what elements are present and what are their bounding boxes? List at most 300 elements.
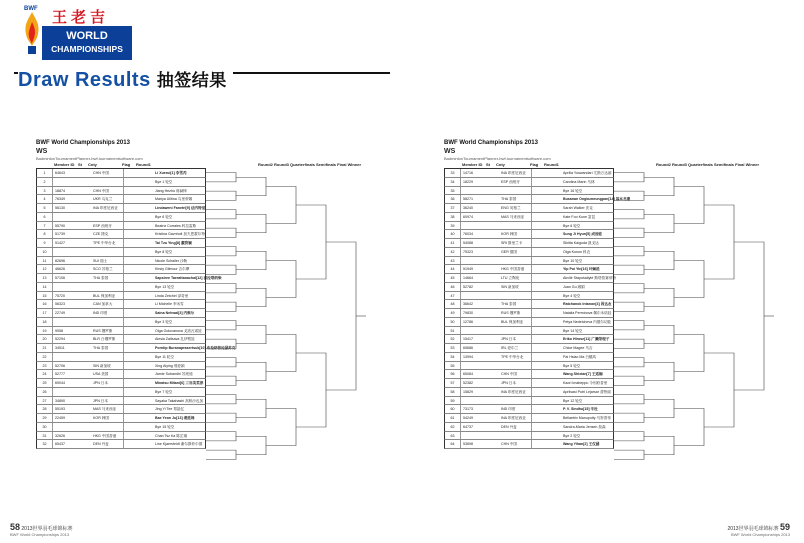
country: SUI 瑞士 bbox=[93, 258, 108, 263]
player-name: Ratchanok Intanon[4] 因达农 bbox=[563, 302, 612, 307]
bracket-connector bbox=[614, 247, 644, 256]
draw-position: 43 bbox=[445, 257, 461, 265]
player-name: Chloe Magee 马吉 bbox=[563, 346, 593, 350]
bracket-connector bbox=[296, 205, 326, 279]
bracket-connector bbox=[206, 450, 236, 459]
member-id: 13994 bbox=[463, 354, 473, 359]
country: CHN 中国 bbox=[93, 188, 109, 193]
bracket-connector bbox=[644, 214, 674, 233]
bracket-connector bbox=[614, 210, 644, 219]
draw-position: 23 bbox=[37, 362, 53, 370]
player-name: Linda Zetchiri 泽奇里 bbox=[155, 293, 189, 298]
player-name: Li Michelle 李米雪 bbox=[155, 302, 184, 307]
bracket-connector bbox=[206, 173, 236, 182]
footer-text-right: 2013世界羽毛球锦标赛 bbox=[727, 526, 779, 532]
col-cnty: Cnty bbox=[496, 162, 505, 167]
col-flag: Flag bbox=[122, 162, 131, 167]
player-name: Sandra-Maria Jensen 詹森 bbox=[563, 424, 606, 429]
member-id: 55193 bbox=[55, 407, 65, 412]
draw-position: 31 bbox=[37, 432, 53, 440]
draw-position: 56 bbox=[445, 370, 461, 378]
player-name: Kaori Imabeppu 今别府香里 bbox=[563, 381, 608, 385]
draw-position: 54 bbox=[445, 353, 461, 361]
bracket-connector bbox=[704, 205, 734, 279]
draw-position: 38 bbox=[445, 213, 461, 221]
player-name: Bye 3 轮空 bbox=[155, 319, 173, 324]
member-id: 9058 bbox=[55, 328, 63, 333]
draw-position: 30 bbox=[37, 423, 53, 431]
discipline-label: WS bbox=[444, 148, 456, 155]
country: USA 美国 bbox=[93, 372, 109, 377]
player-name: Pai Hsiao Ma 白驍馬 bbox=[563, 354, 597, 359]
country: SIN 新加坡 bbox=[93, 363, 111, 368]
member-id: 57106 bbox=[55, 276, 65, 280]
bracket-connector bbox=[644, 288, 674, 307]
country: TPE 中华台北 bbox=[93, 241, 116, 245]
draw-position: 46 bbox=[445, 283, 461, 291]
flame-icon bbox=[22, 10, 42, 56]
bracket-connector bbox=[644, 436, 674, 455]
member-id: 52294 bbox=[55, 337, 65, 342]
source-url: BadmintonTournamentPlanner-bwf.tournamentsoftware.com bbox=[36, 156, 143, 161]
player-name: Juan Gu 顾娟 bbox=[563, 284, 585, 289]
country: ESP 西班牙 bbox=[501, 179, 520, 184]
member-id: 15417 bbox=[463, 337, 473, 342]
country: MAS 马来西亚 bbox=[93, 407, 117, 412]
draw-position: 60 bbox=[445, 405, 461, 413]
player-name: Bae Yeon Ju[13] 裴延姝 bbox=[155, 416, 195, 420]
bracket-connector bbox=[704, 353, 734, 427]
draw-position: 42 bbox=[445, 248, 461, 256]
bracket-connector bbox=[614, 284, 644, 293]
country: KOR 韩国 bbox=[93, 416, 109, 420]
bracket-connector bbox=[236, 177, 266, 196]
draw-position: 14 bbox=[37, 283, 53, 291]
draw-position: 7 bbox=[37, 222, 53, 230]
bracket-connector bbox=[206, 358, 236, 367]
country: GER 德国 bbox=[501, 249, 517, 254]
player-name: Bye 7 轮空 bbox=[155, 389, 173, 394]
player-name: Bye 1 轮空 bbox=[155, 179, 173, 184]
country: TPE 中华台北 bbox=[501, 354, 524, 359]
draw-position: 3 bbox=[37, 187, 53, 195]
player-name: Beatriz Corrales 科拉雷斯 bbox=[155, 223, 197, 228]
bracket-connector bbox=[614, 432, 644, 441]
member-id: 52706 bbox=[55, 363, 65, 368]
player-name: Bye 2 轮空 bbox=[563, 433, 581, 438]
bracket-connector bbox=[674, 409, 704, 446]
page-title bbox=[18, 66, 233, 92]
logo-line-2: CHAMPIONSHIPS bbox=[51, 44, 123, 54]
member-id: 65084 bbox=[463, 372, 473, 377]
world-championships-badge bbox=[42, 26, 132, 60]
draw-position: 6 bbox=[37, 213, 53, 221]
member-id: 56130 bbox=[55, 206, 65, 210]
bracket-connector bbox=[236, 399, 266, 418]
footer-left bbox=[10, 522, 73, 537]
country: INA 印度尼西亚 bbox=[501, 171, 526, 175]
player-name: Akvilė Stapušaitytė 斯塔普赛蒂特 bbox=[563, 276, 616, 280]
player-name: Kate Foo Kune 富昆 bbox=[563, 214, 596, 219]
draw-position: 45 bbox=[445, 274, 461, 282]
player-name: Bye 6 轮空 bbox=[155, 214, 173, 219]
country: CHN 中国 bbox=[501, 442, 517, 447]
member-id: 36240 bbox=[463, 206, 473, 210]
bracket-connector bbox=[614, 191, 644, 200]
col-rounds: Round2 Round3 Quarterfinals Semifinals Final Winner bbox=[656, 162, 760, 167]
member-id: 51739 bbox=[55, 232, 65, 237]
country: IND 印度 bbox=[501, 407, 516, 412]
member-id: 56323 bbox=[55, 302, 65, 307]
bracket-connector bbox=[326, 242, 356, 390]
player-name: Bye 14 轮空 bbox=[563, 328, 583, 333]
draw-position: 64 bbox=[445, 440, 461, 448]
member-id: 64737 bbox=[463, 424, 473, 429]
bracket-connector bbox=[266, 409, 296, 446]
player-name: Bye 6 轮空 bbox=[563, 223, 581, 228]
draw-position: 35 bbox=[445, 187, 461, 195]
draw-position: 22 bbox=[37, 353, 53, 361]
country: BUL 保加利亚 bbox=[93, 293, 116, 298]
member-id: 60974 bbox=[463, 214, 473, 219]
country: IRL 爱尔兰 bbox=[501, 346, 519, 350]
member-id: 73173 bbox=[463, 407, 473, 412]
bracket-connector bbox=[614, 302, 644, 311]
footer-right bbox=[727, 522, 790, 537]
member-id: 34890 bbox=[55, 398, 65, 403]
col-round1: Round1 bbox=[136, 162, 151, 167]
member-id: 55790 bbox=[55, 223, 65, 228]
bracket-connector bbox=[206, 413, 236, 422]
bracket-connector bbox=[206, 210, 236, 219]
draw-position: 40 bbox=[445, 230, 461, 238]
draw-position: 44 bbox=[445, 265, 461, 273]
member-id: 64643 bbox=[55, 171, 65, 175]
col-flag: Flag bbox=[530, 162, 539, 167]
country: CHN 中国 bbox=[501, 372, 517, 377]
player-name: Jiang Hezhu 蒋赫铸 bbox=[155, 188, 187, 193]
member-id: 34511 bbox=[55, 346, 65, 350]
draw-position: 17 bbox=[37, 309, 53, 317]
bracket-connector bbox=[236, 362, 266, 381]
draw-position: 25 bbox=[37, 379, 53, 387]
event-title: BWF World Championships 2013 bbox=[444, 140, 538, 146]
title-en: Draw Results bbox=[18, 69, 151, 91]
country: CHN 中国 bbox=[93, 171, 109, 175]
draw-position: 19 bbox=[37, 327, 53, 335]
country: INA 印度尼西亚 bbox=[93, 206, 118, 210]
player-name: Jamie Subandhi 苏班迪 bbox=[155, 372, 193, 377]
player-name: Sapsiree Taerattanachai[12] 泰拉塔纳柴 bbox=[155, 276, 222, 280]
draw-position: 58 bbox=[445, 388, 461, 396]
draw-position: 39 bbox=[445, 222, 461, 230]
player-name: Sikitta Kaigoda 凯戈达 bbox=[563, 241, 599, 245]
title-cn: 抽签结果 bbox=[156, 71, 227, 91]
bracket-connector bbox=[266, 335, 296, 372]
footer-sub-left: BWF World Championships 2013 bbox=[10, 532, 70, 537]
footer-sub-right: BWF World Championships 2013 bbox=[730, 532, 790, 537]
player-name: Eriko Hirose[11] 广濑荣理子 bbox=[563, 337, 610, 342]
col-rounds: Round2 Round3 Quarterfinals Semifinals Final Winner bbox=[258, 162, 362, 167]
member-id: 18229 bbox=[463, 179, 473, 184]
player-name: Sung Ji Hyun[5] 成池铉 bbox=[563, 232, 603, 237]
bracket-connector bbox=[614, 228, 644, 237]
member-id: 54249 bbox=[463, 416, 473, 420]
player-name: Bye 12 轮空 bbox=[563, 398, 583, 403]
draw-position: 9 bbox=[37, 239, 53, 247]
draw-position: 48 bbox=[445, 300, 461, 308]
bracket-connector bbox=[206, 432, 236, 441]
bracket-connector bbox=[206, 302, 236, 311]
member-id: 65437 bbox=[55, 442, 65, 447]
draw-position: 27 bbox=[37, 397, 53, 405]
draw-position: 28 bbox=[37, 405, 53, 413]
member-id: 32626 bbox=[55, 433, 65, 438]
player-name: Kirsty Gilmour 吉尔摩 bbox=[155, 267, 190, 272]
draw-position: 49 bbox=[445, 309, 461, 317]
player-name: Wang Shixian[7] 王适娴 bbox=[563, 372, 603, 377]
country: HKG 中国香港 bbox=[501, 267, 525, 272]
draw-panel-left bbox=[36, 140, 396, 500]
bracket-connector bbox=[236, 325, 266, 344]
page-number-left: 58 bbox=[10, 522, 21, 532]
player-name: Bye 8 轮空 bbox=[155, 249, 173, 254]
bracket-connector bbox=[206, 265, 236, 274]
player-name: Li Xuerui[1] 李雪芮 bbox=[155, 171, 187, 175]
draw-position: 34 bbox=[445, 178, 461, 186]
draw-position: 1 bbox=[37, 169, 53, 177]
member-id: 75720 bbox=[55, 293, 65, 298]
bracket-connector bbox=[236, 436, 266, 455]
draw-position: 57 bbox=[445, 379, 461, 387]
bracket-connector bbox=[614, 413, 644, 422]
member-id: 14716 bbox=[463, 171, 473, 175]
player-name: Carolina Marin 马林 bbox=[563, 179, 595, 184]
country: KOR 韩国 bbox=[501, 232, 517, 237]
col-st: St bbox=[486, 162, 490, 167]
player-name: Bye 4 轮空 bbox=[563, 293, 581, 298]
bracket-connector bbox=[614, 376, 644, 385]
member-id: 76349 bbox=[55, 197, 65, 202]
draw-position: 51 bbox=[445, 327, 461, 335]
member-id: 36642 bbox=[463, 302, 473, 307]
player-name: Line Kjaersfeldt 谢尔斯菲尔德 bbox=[155, 442, 203, 447]
bracket-connector bbox=[614, 339, 644, 348]
col-member-id: Member ID bbox=[462, 162, 483, 167]
bracket-connector bbox=[614, 358, 644, 367]
discipline-label: WS bbox=[36, 148, 48, 155]
draw-position: 59 bbox=[445, 397, 461, 405]
member-id: 22459 bbox=[55, 416, 65, 420]
country: JPN 日本 bbox=[501, 337, 516, 342]
col-round1: Round1 bbox=[544, 162, 559, 167]
bracket-connector bbox=[266, 187, 296, 224]
bracket-connector bbox=[206, 247, 236, 256]
draw-position: 63 bbox=[445, 432, 461, 440]
draw-position: 13 bbox=[37, 274, 53, 282]
draw-position: 32 bbox=[37, 440, 53, 448]
source-url: BadmintonTournamentPlanner-bwf.tournamentsoftware.com bbox=[444, 156, 551, 161]
player-name: Saina Nehwal[3] 内维尔 bbox=[155, 311, 195, 315]
player-name: Petya Nedelcheva 内德尔切娃 bbox=[563, 319, 612, 324]
bracket-connector bbox=[206, 376, 236, 385]
draw-position: 4 bbox=[37, 195, 53, 203]
col-member-id: Member ID bbox=[54, 162, 75, 167]
country: JPN 日本 bbox=[93, 381, 108, 385]
player-name: Wang Yihan[2] 王仪涵 bbox=[563, 442, 600, 447]
member-id: 79830 bbox=[463, 311, 473, 315]
bracket-connector bbox=[674, 187, 704, 224]
country: THA 泰国 bbox=[501, 302, 517, 307]
draw-position: 21 bbox=[37, 344, 53, 352]
member-id: 69044 bbox=[55, 381, 65, 385]
bracket-connector bbox=[206, 191, 236, 200]
event-title: BWF World Championships 2013 bbox=[36, 140, 130, 146]
player-name: Aprilsasi Putri Lejarsar 普特丽 bbox=[563, 389, 611, 394]
draw-position: 36 bbox=[445, 195, 461, 203]
bracket-connector bbox=[644, 399, 674, 418]
player-name: Olga Konon 科农 bbox=[563, 249, 591, 254]
player-name: Kristina Gavnholt 加夫恩霍尔特 bbox=[155, 232, 205, 237]
draw-position: 37 bbox=[445, 204, 461, 212]
country: HKG 中国香港 bbox=[93, 433, 117, 438]
country: THA 泰国 bbox=[93, 276, 109, 280]
member-id: 51949 bbox=[463, 267, 473, 272]
member-id: 76034 bbox=[463, 232, 473, 237]
player-name: Alesia Zaitsava 扎伊察娃 bbox=[155, 337, 195, 342]
player-name: Porntip Buranaprasertsuk[10] 布拉纳普拉瑟苏克 bbox=[155, 346, 236, 350]
draw-position: 12 bbox=[37, 265, 53, 273]
draw-position: 5 bbox=[37, 204, 53, 212]
player-name: Natalia Perminova 佩尔米诺娃 bbox=[563, 311, 612, 315]
page-number-right: 59 bbox=[779, 522, 790, 532]
bracket-connector bbox=[614, 321, 644, 330]
member-id: 46626 bbox=[55, 267, 65, 272]
member-id: 52777 bbox=[55, 372, 65, 377]
footer-text-left: 2013世界羽毛球锦标赛 bbox=[21, 526, 73, 532]
player-name: Bye 5 轮空 bbox=[563, 363, 581, 368]
country: JPN 日本 bbox=[501, 381, 516, 385]
player-name: Olga Golovanova 戈洛瓦诺娃 bbox=[155, 328, 202, 333]
country: ESP 西班牙 bbox=[93, 223, 112, 228]
bracket-connector bbox=[644, 251, 674, 270]
country: THA 泰国 bbox=[501, 197, 517, 202]
draw-position: 29 bbox=[37, 414, 53, 422]
draw-position: 15 bbox=[37, 292, 53, 300]
country: THA 泰国 bbox=[93, 346, 109, 350]
col-cnty: Cnty bbox=[88, 162, 97, 167]
player-name: Aprilia Yuswandari 尤斯万达丽 bbox=[563, 171, 612, 175]
player-name: Mariya Ulitina 乌里蒂娜 bbox=[155, 197, 193, 202]
country: MAS 马来西亚 bbox=[501, 214, 525, 219]
country: DEN 丹麦 bbox=[501, 424, 517, 429]
player-name: Bye 15 轮空 bbox=[155, 424, 175, 429]
player-name: Bye 16 轮空 bbox=[563, 188, 583, 193]
bracket-connector bbox=[674, 335, 704, 372]
country: CAN 加拿大 bbox=[93, 302, 113, 307]
player-name: Sarah Walker 沃克 bbox=[563, 206, 593, 210]
member-id: 12786 bbox=[463, 319, 473, 324]
member-id: 22749 bbox=[55, 311, 65, 315]
bracket-connector bbox=[644, 177, 674, 196]
draw-position: 55 bbox=[445, 362, 461, 370]
sponsor-brand: 王老吉 bbox=[52, 8, 110, 26]
player-name: P. V. Sindhu[15] 辛杜 bbox=[563, 407, 598, 412]
player-name: Lindaweni Fanetri[9] 法内特里 bbox=[155, 206, 206, 210]
country: INA 印度尼西亚 bbox=[501, 389, 526, 394]
draw-position: 11 bbox=[37, 257, 53, 265]
member-id: 18874 bbox=[55, 188, 65, 193]
bracket-connector bbox=[614, 265, 644, 274]
draw-position: 61 bbox=[445, 414, 461, 422]
country: SRI 斯里兰卡 bbox=[501, 241, 523, 245]
draw-position: 10 bbox=[37, 248, 53, 256]
bracket-connector bbox=[734, 242, 764, 390]
country: JPN 日本 bbox=[93, 398, 108, 403]
member-id: 52382 bbox=[463, 381, 473, 385]
draw-position: 2 bbox=[37, 178, 53, 186]
member-id: 15829 bbox=[463, 389, 473, 394]
player-name: Bye 11 轮空 bbox=[155, 354, 175, 359]
bracket-lines-left bbox=[36, 168, 396, 488]
bracket-connector bbox=[614, 395, 644, 404]
country: RUS 俄罗斯 bbox=[93, 328, 113, 333]
player-name: Bye 13 轮空 bbox=[155, 284, 175, 289]
draw-position: 20 bbox=[37, 335, 53, 343]
member-id: 58271 bbox=[463, 197, 473, 202]
country: ENG 英格兰 bbox=[501, 206, 521, 210]
country: RUS 俄罗斯 bbox=[501, 311, 521, 315]
player-name: Nicole Schaller 沙勒 bbox=[155, 258, 188, 263]
member-id: 52782 bbox=[463, 284, 473, 289]
country: BUL 保加利亚 bbox=[501, 319, 524, 324]
member-id: 75323 bbox=[463, 249, 473, 254]
logo-line-1: WORLD bbox=[66, 30, 108, 42]
bracket-connector bbox=[206, 321, 236, 330]
player-name: Busanan Ongbumrungpan[14] 翁本龙潘 bbox=[563, 197, 631, 202]
bracket-connector bbox=[674, 261, 704, 298]
bracket-connector bbox=[644, 325, 674, 344]
member-id: 65686 bbox=[463, 346, 473, 350]
country: INA 印度尼西亚 bbox=[501, 416, 526, 420]
member-id: 14664 bbox=[463, 276, 473, 280]
draw-position: 16 bbox=[37, 300, 53, 308]
bracket-connector bbox=[236, 288, 266, 307]
player-name: Bye 10 轮空 bbox=[563, 258, 583, 263]
country: UKR 乌克兰 bbox=[93, 197, 113, 202]
player-name: Bellaetrix Manuputty 马努普蒂 bbox=[563, 416, 611, 420]
col-st: St bbox=[78, 162, 82, 167]
bracket-connector bbox=[206, 339, 236, 348]
bwf-mark: BWF bbox=[24, 6, 38, 12]
country: IND 印度 bbox=[93, 311, 108, 315]
player-name: Sayaka Takahashi 高桥沙也加 bbox=[155, 398, 204, 403]
draw-position: 33 bbox=[445, 169, 461, 177]
draw-position: 50 bbox=[445, 318, 461, 326]
bracket-connector bbox=[236, 214, 266, 233]
bracket-connector bbox=[206, 284, 236, 293]
bracket-connector bbox=[206, 395, 236, 404]
bracket-connector bbox=[296, 353, 326, 427]
draw-position: 24 bbox=[37, 370, 53, 378]
bracket-connector bbox=[644, 362, 674, 381]
country: CZE 捷克 bbox=[93, 232, 109, 237]
member-id: 51427 bbox=[55, 241, 65, 245]
draw-position: 53 bbox=[445, 344, 461, 352]
player-name: Jing Yi Tee 郑晶忆 bbox=[155, 407, 185, 412]
player-name: Chan Tsz Ka 陈芷珈 bbox=[155, 433, 188, 438]
draw-position: 52 bbox=[445, 335, 461, 343]
